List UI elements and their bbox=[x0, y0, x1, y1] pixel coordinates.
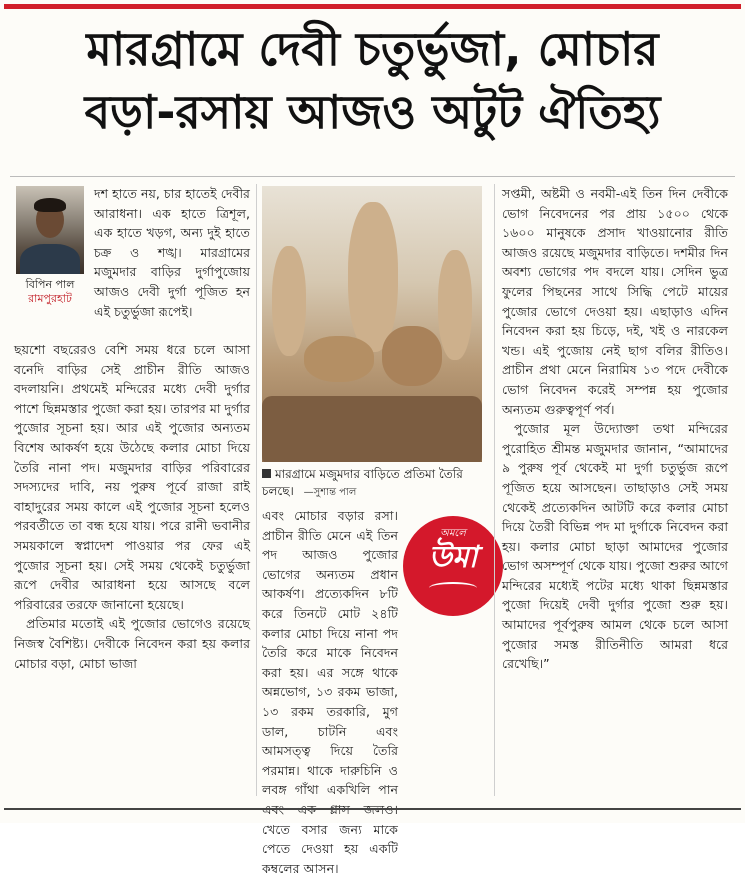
reporter-name: বিপিন পাল bbox=[25, 278, 75, 291]
caption-text: মারগ্রামে মজুমদার বাড়িতে প্রতিমা তৈরি চলছে। bbox=[262, 467, 463, 498]
caption-credit: —সুশান্ত পাল bbox=[303, 487, 357, 498]
column-2-text: এবং মোচার বড়ার রসা। প্রাচীন রীতি মেনে এই তিন পদ আজও পুজোর ভোগের অন্যতম প্রধান আকর্ষণ। প্রত্যেকদিন ৮টি করে তিনটে মোট ২৪টি কলার মোচা দিয়ে নানা পদ তৈরি করে মাকে নিবেদন করা হয়। এর সঙ্গে থাকে অন্নভোগ, ১৩ রকম ভাজা, ১৩ রকম তরকারি, মুগ ডাল, চাটনি এবং আমসত্ত্ব দিয়ে তৈরি পরমান্ন। থাকে দারুচিনি ও লবঙ্গ গাঁথা একখিলি পান খেতে বসার জন্য মাকে পেতে দেওয়া হয় একটি কম্বলের আসন। bbox=[262, 508, 398, 876]
headline-line-2: বড়া-রসায় আজও অটুট ঐতিহ্য bbox=[84, 85, 661, 139]
idol-asura bbox=[382, 326, 442, 386]
idol-base bbox=[262, 396, 482, 462]
top-accent-rule bbox=[4, 4, 741, 9]
reporter-hair bbox=[34, 198, 66, 212]
column-1-paragraph-2: প্রতিমার মতোই এই পুজোর ভোগেও রয়েছে নিজস্ব বৈশিষ্ট্য। দেবীকে নিবেদন করা হয় কলার মোচার বড়া, মোচা ভাজা bbox=[14, 616, 250, 671]
column-1-paragraph-1: ছয়শো বছরেরও বেশি সময় ধরে চলে আসা বনেদি বাড়ির সেই প্রাচীন রীতি আজও বদলায়নি। প্রথমেই মন্দিরের মধ্যে দেবী দুর্গার পাশে ছিন্নমস্তার পুজো করা হয়। তারপর মা দুর্গার পুজোর সূচনা হয়। আর এই পুজোর অন্যতম বিশেষ আকর্ষণ হয়ে উঠেছে কলার মোচা দিয়ে তৈরি নানা পদ। মজুমদার বাড়ির পরিবারের সদস্যদের দাবি, নয় পুরুষ পূর্বে রাজা রাই বাহাদুরের সময় কালে এই পুজোর সূচনা হলেও পরবর্তীতে তা বন্ধ হয়ে যায়। পরে রানী ভবানীর সময়কালে স্বপ্নাদেশ পাওয়ার পর ফের এই পুজোর সূচনা হয়। সেই সময় থেকেই চতুর্ভুজা রূপে দেবীর আরাধনা হয়ে আসছে বলে পরিবারের তরফে জানানো হয়েছে। bbox=[14, 342, 250, 612]
logo-main-text: উমা bbox=[428, 540, 478, 575]
logo-small-text: অমলে bbox=[440, 528, 466, 539]
reporter-shirt bbox=[20, 244, 80, 274]
column-1-body bbox=[14, 340, 250, 673]
column-2 bbox=[262, 506, 398, 878]
idol-figure-center bbox=[348, 202, 398, 352]
logo-leaves-icon bbox=[429, 582, 477, 594]
uma-logo bbox=[403, 516, 503, 616]
caption-bullet-icon bbox=[262, 469, 271, 478]
idol-lion bbox=[304, 336, 374, 382]
column-3-paragraph-1: সপ্তমী, অষ্টমী ও নবমী-এই তিন দিন দেবীকে ভোগ নিবেদনের পর প্রায় ১৫০০ থেকে ১৬০০ মানুষকে প্রসাদ খাওয়ানোর রীতি আজও রয়েছে মজুমদার বাড়িতে। দশমীর দিন অবশ্য ভোগের পদ বদলে যায়। সেদিন ভুত্র ফুলের পিছনের সাথে সিদ্ধি পেটে মায়ের পুজোর ভোগে দেওয়া হয়। এছাড়াও এদিন নিবেদন করা হয় চিড়ে, দই, খই ও নারকেল খন্ড। এই পুজোয় নেই ছাগ বলির রীতিও। প্রাচীন প্রথা মেনে নিরামিষ ১৩ পদে দেবীকে ভোগ নিবেদন করেই সম্পন্ন হয় পুজোর অন্যতম গুরুত্বপূর্ণ পর্ব। bbox=[502, 186, 728, 417]
headline-line-1: মারগ্রামে দেবী চতুর্ভুজা, মোচার bbox=[86, 22, 659, 76]
column-3-paragraph-2: পুজোর মূল উদ্যোক্তা তথা মন্দিরের পুরোহিত শ্রীমন্ত মজুমদার জানান, “আমাদের ৯ পুরুষ পূর্ব থেকেই মা দুর্গা চতুর্ভুজ রূপে পূজিত হয়ে আসছেন। তাছাড়াও সেই সময় থেকেই প্রত্যেকদিন আটটি করে কলার মোচা দিয়ে তৈরী বিভিন্ন পদ মা দুর্গাকে নিবেদন করা হয়। কলার মোচা ছাড়া আমাদের পুজোর ভোগ অসম্পূর্ণ থেকে যায়। পুজো শুরুর আগে মন্দিরের মধ্যেই পটের মধ্যে থাকা ছিন্নমস্তার পুজো দিয়েই দেবী দুর্গার পুজো শুরু হয়। আমাদের পূর্বপুরুষ আমল থেকে চলে আসা পুজোর সমস্ত রীতিনীতি আমরা ধরে রেখেছি।” bbox=[502, 421, 728, 672]
column-3 bbox=[502, 184, 728, 674]
reporter-photo bbox=[16, 186, 84, 274]
column-divider-1 bbox=[256, 184, 257, 796]
column-1-intro-text: দশ হাতে নয়, চার হাতেই দেবীর আরাধনা। এক হাতে ত্রিশূল, এক হাতে খড়গ, অন্য দুই হাতে চক্র ও শঙ্খ। মারগ্রামের মজুমদার বাড়ির দুর্গাপুজোয় আজও দেবী দুর্গা পূজিত হন এই চতুর্ভুজা রূপেই। bbox=[94, 186, 250, 319]
reporter-place: রামপুরহাট bbox=[28, 292, 72, 305]
idol-photo bbox=[262, 186, 482, 462]
column-1-intro bbox=[94, 184, 250, 321]
headline bbox=[10, 18, 735, 144]
idol-figure-right bbox=[438, 250, 472, 360]
bottom-rule bbox=[4, 808, 741, 810]
column-divider-2 bbox=[494, 184, 495, 796]
idol-figure-left bbox=[272, 246, 306, 356]
reporter-box bbox=[16, 186, 84, 306]
photo-caption bbox=[262, 466, 482, 501]
